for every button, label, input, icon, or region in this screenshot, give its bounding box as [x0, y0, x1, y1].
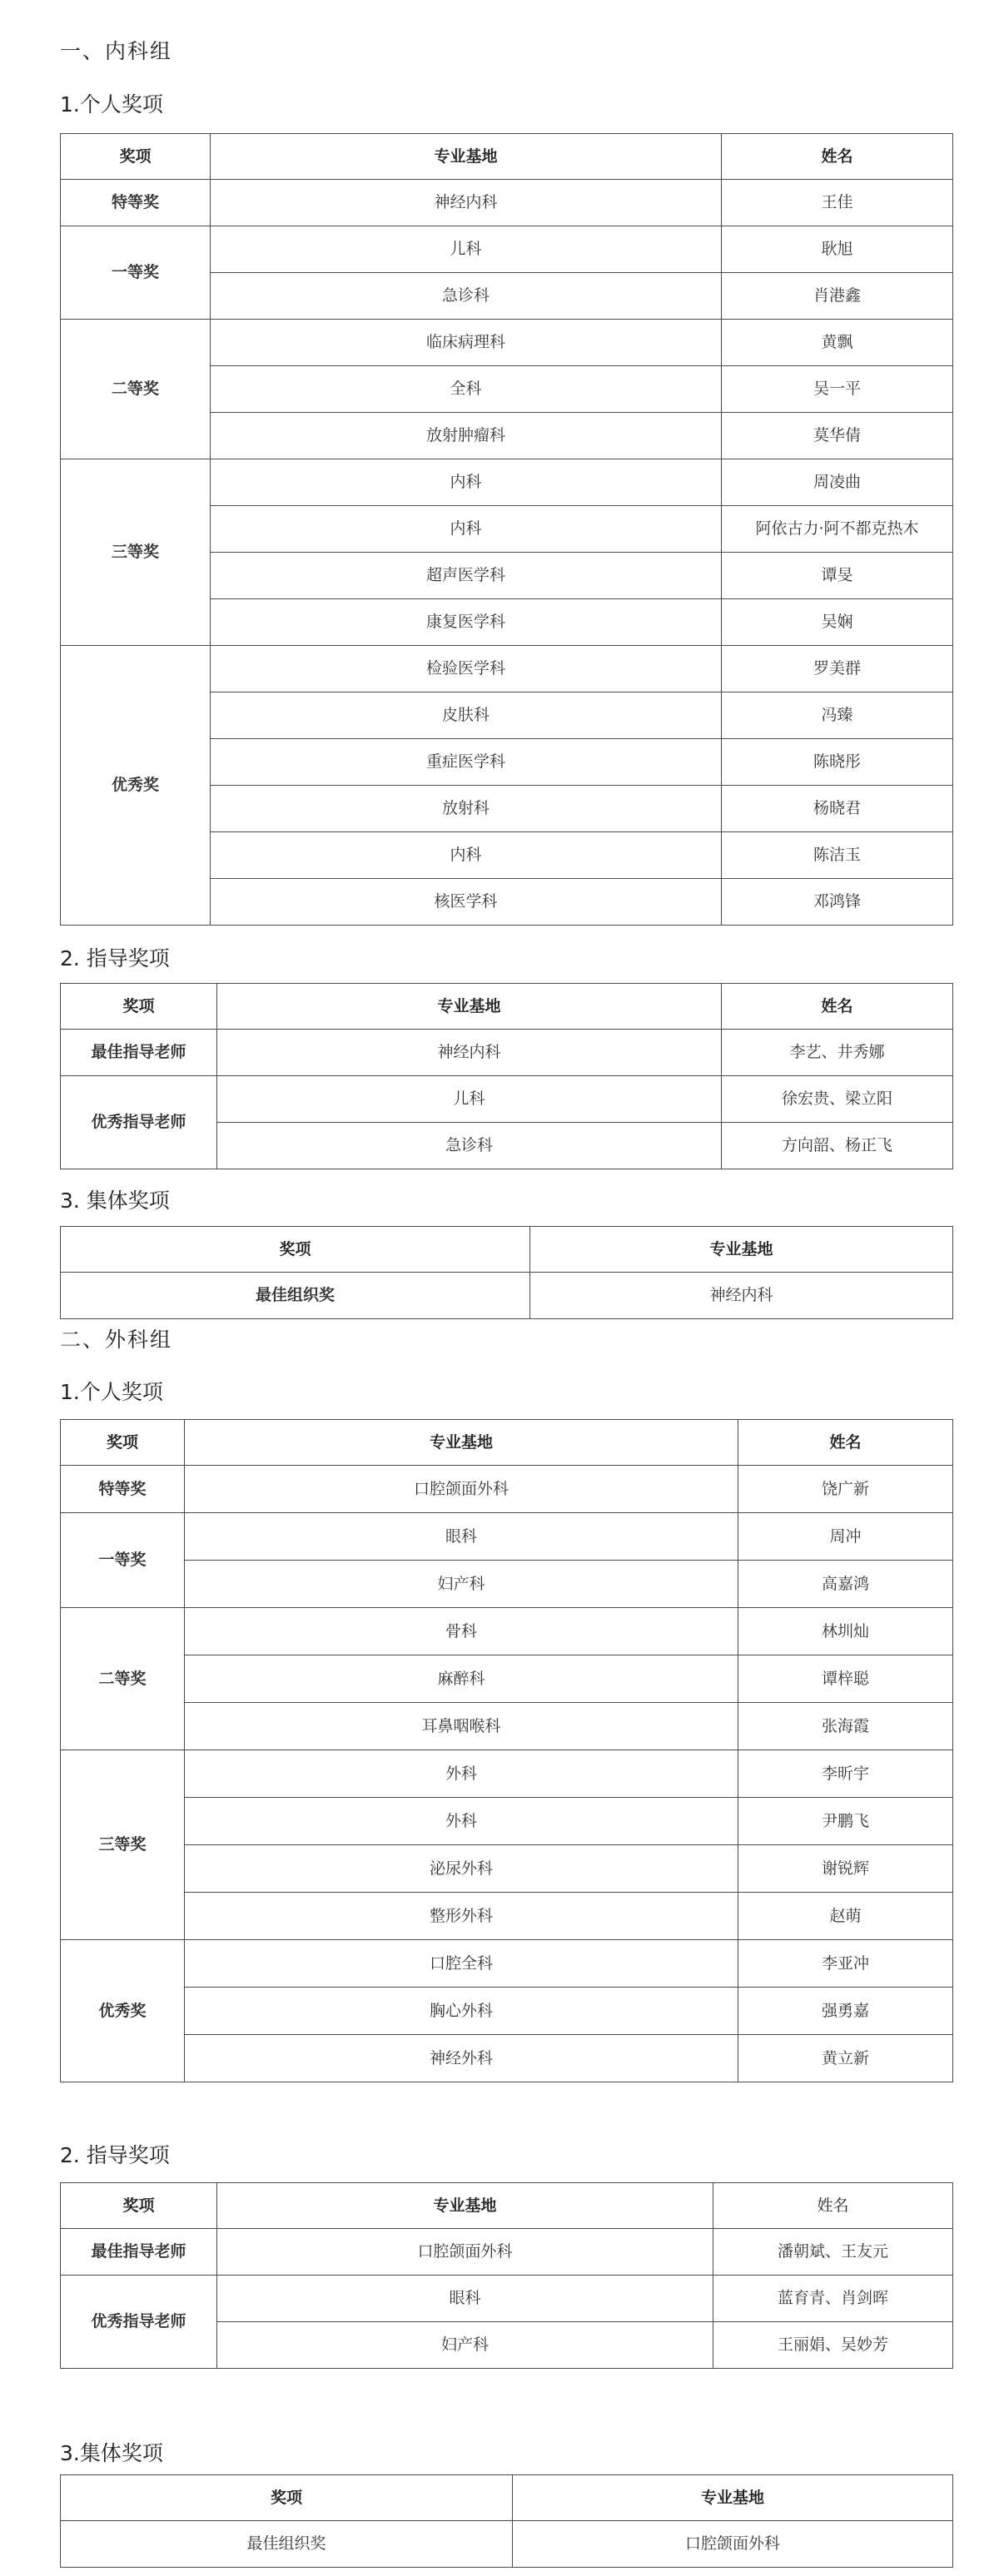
table-internal-individual	[60, 133, 953, 926]
table-surgical-collective	[60, 2474, 953, 2568]
header-award: 奖项	[61, 1227, 530, 1273]
table-row	[61, 1466, 953, 1513]
table-row	[61, 1893, 953, 1940]
specialty-base: 泌尿外科	[185, 1845, 738, 1893]
collective-award: 最佳组织奖	[61, 1273, 530, 1319]
award-level: 最佳指导老师	[61, 2229, 217, 2276]
specialty-base: 核医学科	[211, 879, 722, 926]
person-name: 黄立新	[738, 2035, 953, 2082]
header-award: 奖项	[61, 134, 211, 180]
person-name: 阿依古力·阿不都克热木	[722, 506, 953, 553]
specialty-base: 麻醉科	[185, 1655, 738, 1703]
specialty-base: 儿科	[217, 1076, 722, 1123]
header-name: 姓名	[713, 2183, 953, 2229]
header-base: 专业基地	[217, 984, 722, 1030]
person-name: 杨晓君	[722, 786, 953, 832]
table-surgical-individual	[60, 1419, 953, 2082]
table-internal-collective	[60, 1226, 953, 1319]
person-name: 王佳	[722, 180, 953, 226]
award-level: 优秀奖	[61, 1940, 185, 2082]
header-award: 奖项	[61, 984, 217, 1030]
specialty-base: 口腔颌面外科	[513, 2521, 953, 2568]
specialty-base: 整形外科	[185, 1893, 738, 1940]
award-level: 优秀奖	[61, 646, 211, 926]
table-row	[61, 1940, 953, 1988]
specialty-base: 内科	[211, 459, 722, 506]
specialty-base: 康复医学科	[211, 599, 722, 646]
award-level: 一等奖	[61, 226, 211, 320]
subsection-title-internal-collective: 3. 集体奖项	[60, 1189, 170, 1213]
specialty-base: 神经内科	[217, 1030, 722, 1076]
table-row	[61, 2035, 953, 2082]
specialty-base: 皮肤科	[211, 692, 722, 739]
award-level: 二等奖	[61, 320, 211, 459]
table-row	[61, 1513, 953, 1561]
table-row	[61, 180, 953, 226]
table-row	[61, 1076, 953, 1123]
specialty-base: 内科	[211, 506, 722, 553]
subsection-title-internal-guidance: 2. 指导奖项	[60, 946, 170, 970]
award-level: 一等奖	[61, 1513, 185, 1608]
header-award: 奖项	[61, 2475, 513, 2521]
award-level: 三等奖	[61, 459, 211, 646]
specialty-base: 急诊科	[217, 1123, 722, 1169]
specialty-base: 口腔颌面外科	[185, 1466, 738, 1513]
person-name: 冯臻	[722, 692, 953, 739]
person-name: 赵萌	[738, 1893, 953, 1940]
table-row	[61, 646, 953, 692]
specialty-base: 临床病理科	[211, 320, 722, 366]
person-name: 吴娴	[722, 599, 953, 646]
section-title-internal: 一、内科组	[60, 39, 173, 63]
subsection-title-internal-individual: 1.个人奖项	[60, 92, 163, 117]
person-name: 高嘉鸿	[738, 1561, 953, 1608]
table-header-row	[61, 984, 953, 1030]
specialty-base: 神经内科	[211, 180, 722, 226]
collective-award: 最佳组织奖	[61, 2521, 513, 2568]
specialty-base: 全科	[211, 366, 722, 413]
person-name: 莫华倩	[722, 413, 953, 459]
header-base: 专业基地	[217, 2183, 713, 2229]
specialty-base: 口腔全科	[185, 1940, 738, 1988]
table-row	[61, 1273, 953, 1319]
person-name: 尹鹏飞	[738, 1798, 953, 1845]
person-name: 陈晓彤	[722, 739, 953, 786]
award-level: 最佳指导老师	[61, 1030, 217, 1076]
person-name: 王丽娟、吴妙芳	[713, 2322, 953, 2369]
header-base: 专业基地	[185, 1420, 738, 1466]
person-name: 张海霞	[738, 1703, 953, 1750]
table-row	[61, 1845, 953, 1893]
specialty-base: 内科	[211, 832, 722, 879]
table-header-row	[61, 2475, 953, 2521]
specialty-base: 妇产科	[185, 1561, 738, 1608]
tbody	[61, 2475, 953, 2568]
section-title-surgical: 二、外科组	[60, 1328, 173, 1352]
specialty-base: 儿科	[211, 226, 722, 273]
person-name: 蓝育青、肖剑晖	[713, 2276, 953, 2322]
table-row	[61, 1750, 953, 1798]
person-name: 周冲	[738, 1513, 953, 1561]
table-internal-guidance	[60, 983, 953, 1169]
header-base: 专业基地	[513, 2475, 953, 2521]
table-header-row	[61, 2183, 953, 2229]
person-name: 李亚冲	[738, 1940, 953, 1988]
specialty-base: 神经内科	[530, 1273, 953, 1319]
specialty-base: 眼科	[217, 2276, 713, 2322]
person-name: 林圳灿	[738, 1608, 953, 1655]
subsection-title-surgical-collective: 3.集体奖项	[60, 2441, 163, 2465]
table-row	[61, 2276, 953, 2322]
specialty-base: 耳鼻咽喉科	[185, 1703, 738, 1750]
specialty-base: 骨科	[185, 1608, 738, 1655]
specialty-base: 重症医学科	[211, 739, 722, 786]
table-row	[61, 2229, 953, 2276]
header-name: 姓名	[722, 134, 953, 180]
specialty-base: 神经外科	[185, 2035, 738, 2082]
person-name: 潘朝斌、王友元	[713, 2229, 953, 2276]
subsection-title-surgical-individual: 1.个人奖项	[60, 1380, 163, 1404]
table-row	[61, 1655, 953, 1703]
person-name: 罗美群	[722, 646, 953, 692]
person-name: 谭旻	[722, 553, 953, 599]
award-level: 二等奖	[61, 1608, 185, 1750]
specialty-base: 急诊科	[211, 273, 722, 320]
specialty-base: 口腔颌面外科	[217, 2229, 713, 2276]
specialty-base: 放射肿瘤科	[211, 413, 722, 459]
table-row	[61, 226, 953, 273]
person-name: 谢锐辉	[738, 1845, 953, 1893]
table-row	[61, 320, 953, 366]
specialty-base: 胸心外科	[185, 1988, 738, 2035]
award-level: 特等奖	[61, 1466, 185, 1513]
table-row	[61, 2521, 953, 2568]
header-name: 姓名	[722, 984, 953, 1030]
specialty-base: 眼科	[185, 1513, 738, 1561]
tbody	[61, 2183, 953, 2369]
tbody	[61, 1420, 953, 2082]
header-base: 专业基地	[530, 1227, 953, 1273]
header-name: 姓名	[738, 1420, 953, 1466]
table-row	[61, 1608, 953, 1655]
person-name: 邓鸿锋	[722, 879, 953, 926]
person-name: 饶广新	[738, 1466, 953, 1513]
specialty-base: 放射科	[211, 786, 722, 832]
award-level: 优秀指导老师	[61, 1076, 217, 1169]
award-level: 三等奖	[61, 1750, 185, 1940]
table-header-row	[61, 1227, 953, 1273]
person-name: 强勇嘉	[738, 1988, 953, 2035]
specialty-base: 超声医学科	[211, 553, 722, 599]
table-row	[61, 1988, 953, 2035]
person-name: 李昕宇	[738, 1750, 953, 1798]
table-header-row	[61, 1420, 953, 1466]
specialty-base: 外科	[185, 1750, 738, 1798]
specialty-base: 外科	[185, 1798, 738, 1845]
header-award: 奖项	[61, 1420, 185, 1466]
award-level: 优秀指导老师	[61, 2276, 217, 2369]
award-level: 特等奖	[61, 180, 211, 226]
person-name: 吴一平	[722, 366, 953, 413]
person-name: 徐宏贵、梁立阳	[722, 1076, 953, 1123]
table-row	[61, 1703, 953, 1750]
person-name: 耿旭	[722, 226, 953, 273]
person-name: 方向韶、杨正飞	[722, 1123, 953, 1169]
table-row	[61, 1798, 953, 1845]
tbody	[61, 984, 953, 1169]
person-name: 李艺、井秀娜	[722, 1030, 953, 1076]
person-name: 黄飘	[722, 320, 953, 366]
person-name: 肖港鑫	[722, 273, 953, 320]
table-row	[61, 1561, 953, 1608]
table-header-row	[61, 134, 953, 180]
tbody	[61, 1227, 953, 1319]
specialty-base: 检验医学科	[211, 646, 722, 692]
person-name: 周凌曲	[722, 459, 953, 506]
table-row	[61, 1030, 953, 1076]
subsection-title-surgical-guidance: 2. 指导奖项	[60, 2143, 170, 2167]
person-name: 陈洁玉	[722, 832, 953, 879]
table-surgical-guidance	[60, 2182, 953, 2369]
tbody	[61, 134, 953, 926]
header-award: 奖项	[61, 2183, 217, 2229]
header-base: 专业基地	[211, 134, 722, 180]
person-name: 谭梓聪	[738, 1655, 953, 1703]
specialty-base: 妇产科	[217, 2322, 713, 2369]
table-row	[61, 459, 953, 506]
